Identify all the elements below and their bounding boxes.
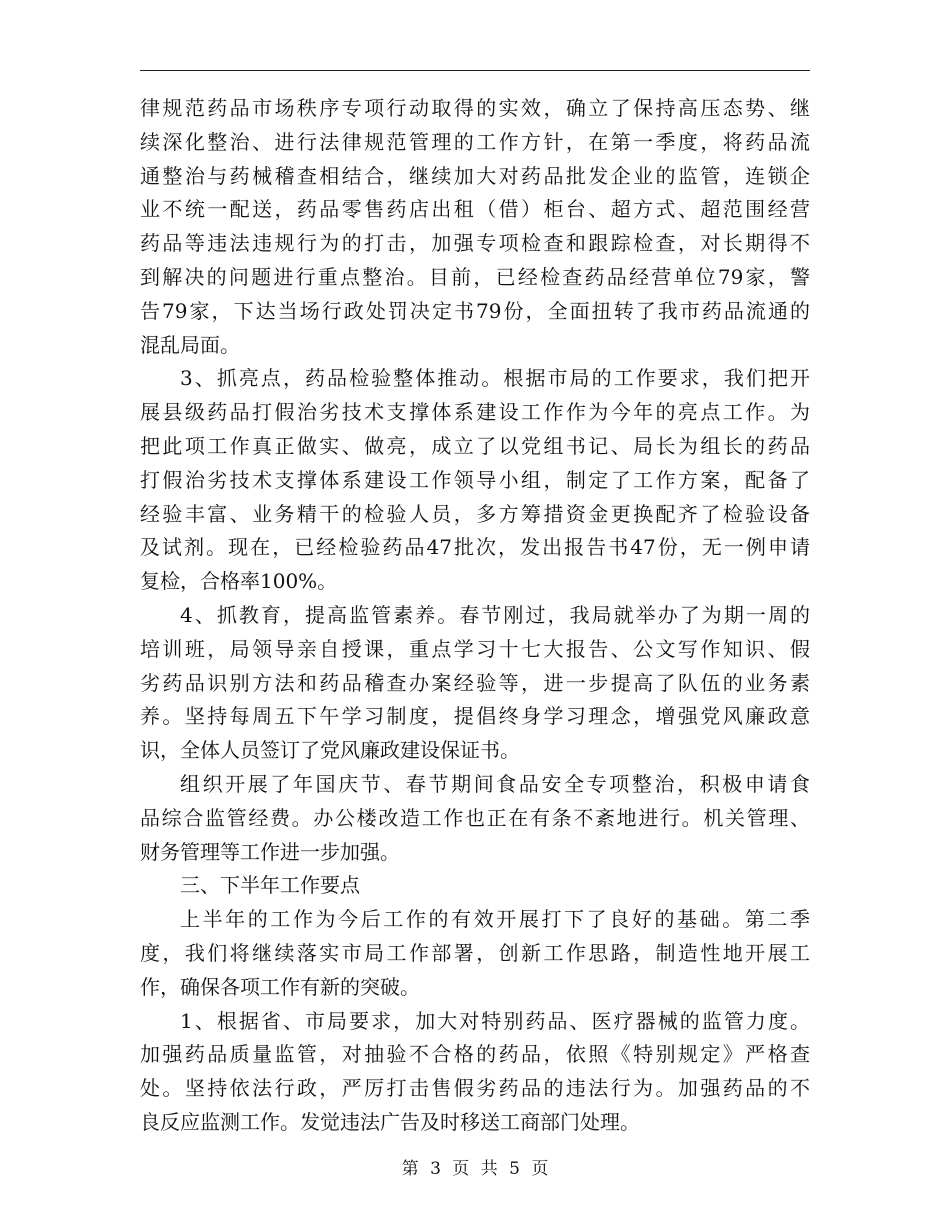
text-line: 3、抓亮点，药品检验整体推动。根据市局的工作要求，我们把开 — [180, 366, 810, 391]
page-footer: 第 3 页 共 5 页 — [401, 1159, 549, 1179]
text-line: 续深化整治、进行法律规范管理的工作方针，在第一季度，将药品流 — [140, 129, 810, 154]
text-line: 经验丰富、业务精干的检验人员，多方筹措资金更换配齐了检验设备 — [140, 501, 810, 526]
text-line: 加强药品质量监管，对抽验不合格的药品，依照《特别规定》严格查 — [140, 1042, 810, 1067]
text-line: 上半年的工作为今后工作的有效开展打下了良好的基础。第二季 — [180, 907, 810, 932]
text-line: 劣药品识别方法和药品稽查办案经验等，进一步提高了队伍的业务素 — [140, 670, 810, 695]
text-line: 良反应监测工作。发觉违法广告及时移送工商部门处理。 — [140, 1109, 640, 1134]
text-line: 展县级药品打假治劣技术支撑体系建设工作作为今年的亮点工作。为 — [140, 400, 810, 425]
text-line: 识，全体人员签订了党风廉政建设保证书。 — [140, 738, 520, 763]
text-line: 品综合监管经费。办公楼改造工作也正在有条不紊地进行。机关管理、 — [140, 805, 810, 830]
text-line: 1、根据省、市局要求，加大对特别药品、医疗器械的监管力度。 — [180, 1008, 810, 1033]
text-line: 打假治劣技术支撑体系建设工作领导小组，制定了工作方案，配备了 — [140, 467, 810, 492]
header-rule — [140, 70, 810, 71]
text-line: 培训班，局领导亲自授课，重点学习十七大报告、公文写作知识、假 — [140, 636, 810, 661]
text-line: 处。坚持依法行政，严厉打击售假劣药品的违法行为。加强药品的不 — [140, 1076, 810, 1101]
text-line: 告79家，下达当场行政处罚决定书79份，全面扭转了我市药品流通的 — [140, 298, 810, 323]
text-line: 通整治与药械稽查相结合，继续加大对药品批发企业的监管，连锁企 — [140, 163, 810, 188]
text-line: 度，我们将继续落实市局工作部署，创新工作思路，制造性地开展工 — [140, 940, 810, 965]
text-line: 律规范药品市场秩序专项行动取得的实效，确立了保持高压态势、继 — [140, 96, 810, 120]
text-line: 复检，合格率100%。 — [140, 569, 338, 594]
text-line: 作，确保各项工作有新的突破。 — [140, 974, 420, 999]
text-line: 到解决的问题进行重点整治。目前，已经检查药品经营单位79家，警 — [140, 264, 810, 289]
text-line: 4、抓教育，提高监管素养。春节刚过，我局就举办了为期一周的 — [180, 602, 810, 627]
text-line: 混乱局面。 — [140, 332, 240, 357]
text-line: 药品等违法违规行为的打击，加强专项检查和跟踪检查，对长期得不 — [140, 231, 810, 256]
body-text — [140, 92, 810, 1140]
text-line: 及试剂。现在，已经检验药品47批次，发出报告书47份，无一例申请 — [140, 535, 810, 560]
text-line: 把此项工作真正做实、做亮，成立了以党组书记、局长为组长的药品 — [140, 433, 810, 458]
text-line: 组织开展了年国庆节、春节期间食品安全专项整治，积极申请食 — [180, 771, 810, 796]
text-line: 养。坚持每周五下午学习制度，提倡终身学习理念，增强党风廉政意 — [140, 704, 810, 729]
text-line: 财务管理等工作进一步加强。 — [140, 839, 400, 864]
text-line: 三、下半年工作要点 — [180, 873, 360, 898]
text-line: 业不统一配送，药品零售药店出租（借）柜台、超方式、超范围经营 — [140, 197, 810, 222]
